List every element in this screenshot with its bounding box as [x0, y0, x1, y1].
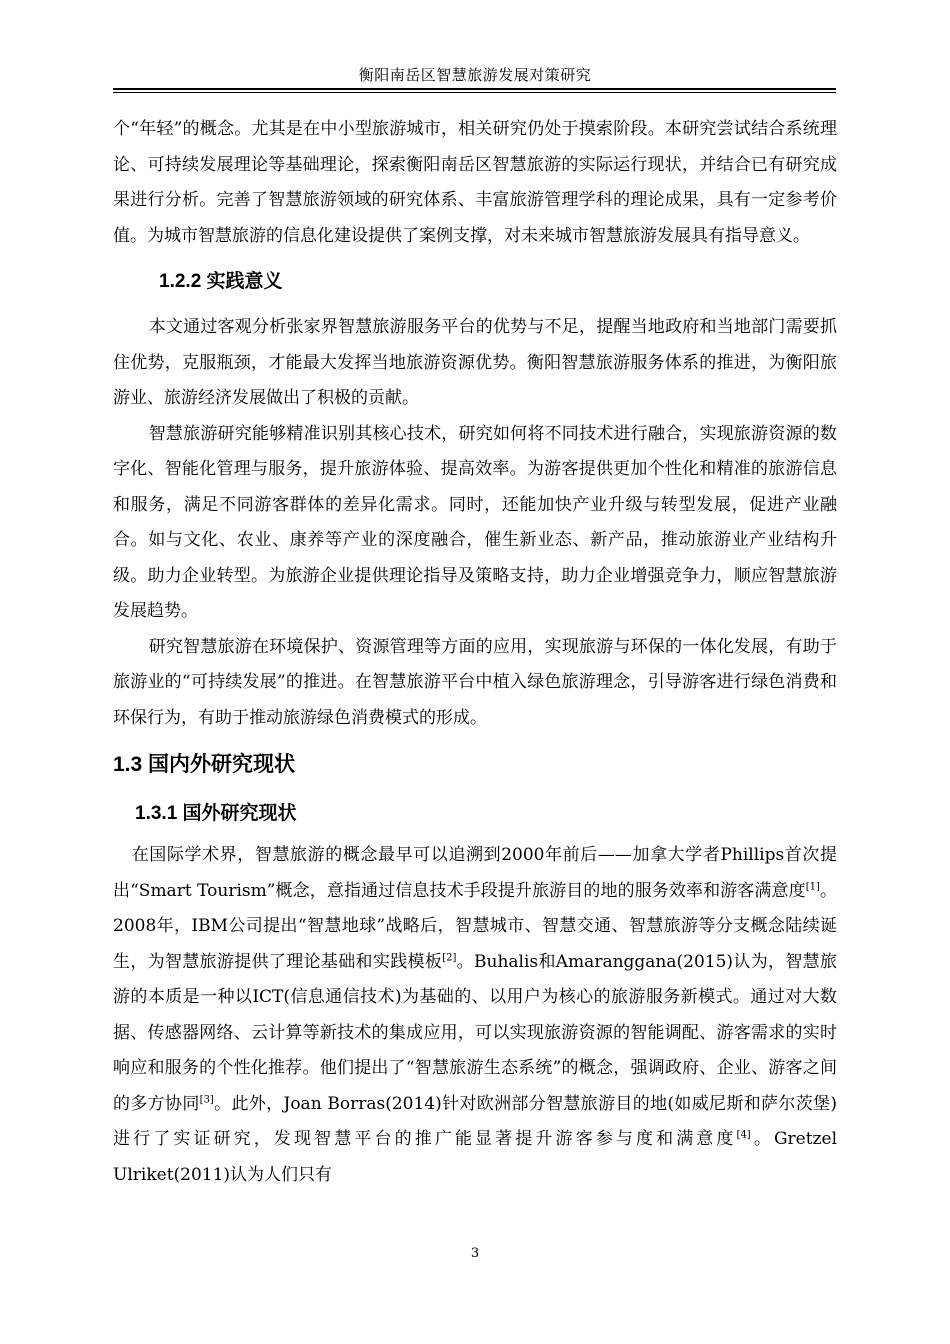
- running-header-title: 衡阳南岳区智慧旅游发展对策研究: [358, 66, 592, 84]
- citation-ref: [4]: [736, 1129, 751, 1141]
- text-segment: 。此外，Joan Borras(2014)针对欧洲部分智慧旅游目的地(如威尼斯和萨尔茨堡)进行了实证研究，发现智慧平台的推广能显著提升游客参与度和满意度: [113, 1093, 838, 1149]
- heading-1-2-2: 1.2.2 实践意义: [159, 271, 283, 292]
- text-segment: 。Gretzel Ulriket(2011)认为人们只有: [113, 1129, 837, 1185]
- header-rule-thin: [113, 92, 836, 93]
- text-segment: 。2008年，IBM公司提出“智慧地球”战略后，智慧城市、智慧交通、智慧旅游等分支概念陆续诞生，为智慧旅游提供了理论基础和实践模板: [113, 880, 837, 972]
- page-body: [113, 112, 837, 1193]
- heading-1-3-1: 1.3.1 国外研究现状: [135, 803, 297, 824]
- citation-ref: [2]: [442, 951, 457, 963]
- paragraph-practice-1: 本文通过客观分析张家界智慧旅游服务平台的优势与不足，提醒当地政府和当地部门需要抓住优势，克服瓶颈，才能最大发挥当地旅游资源优势。衡阳智慧旅游服务体系的推进，为衡阳旅游业、旅游经济发展做出了积极的贡献。: [113, 317, 837, 408]
- paragraph-practice-2: 智慧旅游研究能够精准识别其核心技术，研究如何将不同技术进行融合，实现旅游资源的数字化、智能化管理与服务，提升旅游体验、提高效率。为游客提供更加个性化和精准的旅游信息和服务，满足不同游客群体的差异化需求。同时，还能加快产业升级与转型发展，促进产业融合。如与文化、农业、康养等产业的深度融合，催生新业态、新产品，推动旅游业产业结构升级。助力企业转型。为旅游企业提供理论指导及策略支持，助力企业增强竞争力，顺应智慧旅游发展趋势。: [113, 423, 837, 621]
- citation-ref: [1]: [805, 880, 820, 892]
- paragraph-practice-3: 研究智慧旅游在环境保护、资源管理等方面的应用，实现旅游与环保的一体化发展，有助于旅游业的“可持续发展”的推进。在智慧旅游平台中植入绿色旅游理念，引导游客进行绿色消费和环保行为，有助于推动旅游绿色消费模式的形成。: [113, 636, 837, 728]
- text-segment: 。Buhalis和Amaranggana(2015)认为，智慧旅游的本质是一种以ICT(信息通信技术)为基础的、以用户为核心的旅游服务新模式。通过对大数据、传感器网络、云计算等新技术的集成应用，可以实现旅游资源的智能调配、游客需求的实时响应和服务的个性化推荐。他们提出了“智慧旅游生态系统”的概念，强调政府、企业、游客之间的多方协同: [113, 951, 837, 1114]
- page-number: 3: [470, 1246, 480, 1261]
- heading-1-3: 1.3 国内外研究现状: [113, 753, 296, 776]
- header-rule-thick: [113, 88, 836, 90]
- paragraph-intro-tail: 个“年轻”的概念。尤其是在中小型旅游城市，相关研究仍处于摸索阶段。本研究尝试结合系统理论、可持续发展理论等基础理论，探索衡阳南岳区智慧旅游的实际运行现状，并结合已有研究成果进行分析。完善了智慧旅游领域的研究体系、丰富旅游管理学科的理论成果，具有一定参考价值。为城市智慧旅游的信息化建设提供了案例支撑，对未来城市智慧旅游发展具有指导意义。: [113, 119, 837, 246]
- citation-ref: [3]: [199, 1093, 214, 1105]
- paragraph-foreign-research: [113, 838, 837, 1193]
- text-segment: 在国际学术界，智慧旅游的概念最早可以追溯到2000年前后——加拿大学者Phillips首次提出“Smart Tourism”概念，意指通过信息技术手段提升旅游目的地的服务效率和游客满意度: [113, 845, 837, 901]
